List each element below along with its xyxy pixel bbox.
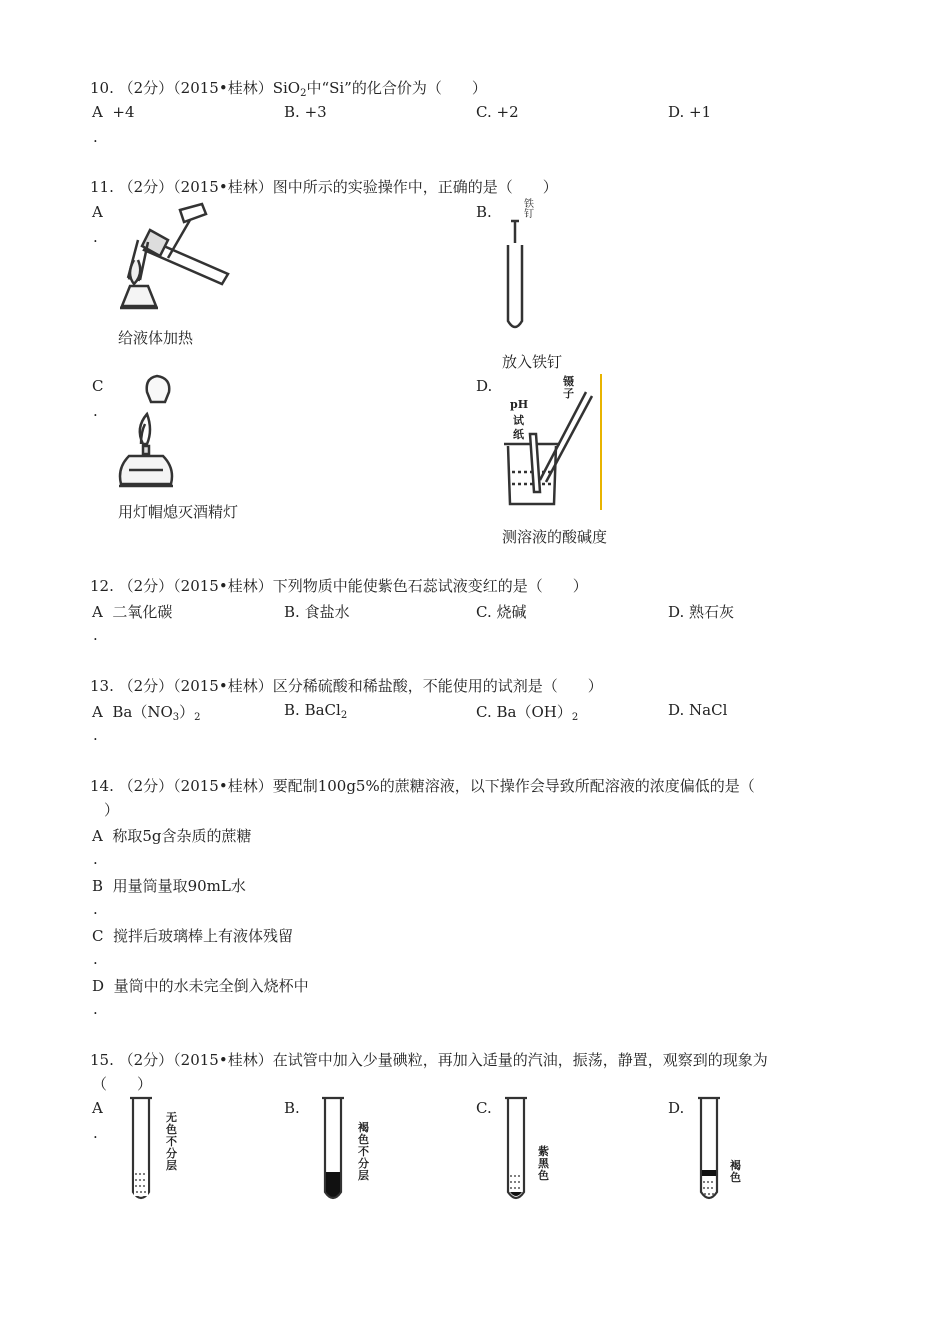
q15-option-a-tube-icon: [128, 1096, 158, 1206]
q15-option-d-label: [730, 1160, 742, 1184]
q12-stem: 12. （2分）（2015•桂林）下列物质中能使紫色石蕊试液变红的是（ ）: [90, 577, 588, 595]
label-char: 无: [166, 1111, 177, 1124]
label-char: 色: [538, 1169, 549, 1182]
q12-option-b[interactable]: B. 食盐水: [284, 603, 350, 621]
q15-option-a-label: [166, 1112, 178, 1172]
q11-stem: 11. （2分）（2015•桂林）图中所示的实验操作中，正确的是（ ）: [90, 178, 558, 196]
q11-option-a-letter[interactable]: A: [92, 203, 103, 221]
q12-option-c[interactable]: C. 烧碱: [476, 603, 527, 621]
label-char: 褐: [358, 1121, 369, 1134]
label-char: 黑: [538, 1157, 549, 1170]
label-char: 褐: [730, 1159, 741, 1172]
q10-option-d[interactable]: D. +1: [668, 103, 712, 121]
q14-option-b[interactable]: B 用量筒量取90mL水: [92, 877, 246, 895]
label-char: 色: [730, 1171, 741, 1184]
q13-option-b[interactable]: B. BaCl$_2$: [284, 701, 348, 721]
q14-option-a-dot: .: [93, 850, 98, 868]
q13-option-a-dot: .: [93, 726, 98, 744]
q15-option-c-tube-icon: [503, 1096, 533, 1206]
q10-option-a-dot: .: [93, 128, 98, 146]
q10-option-c[interactable]: C. +2: [476, 103, 519, 121]
q14-option-c[interactable]: C 搅拌后玻璃棒上有液体残留: [92, 927, 294, 945]
heating-liquid-icon: [110, 200, 240, 320]
q11-option-d-paper-label-2: 纸: [513, 428, 524, 441]
label-char: 不: [358, 1145, 369, 1158]
q13-option-c[interactable]: C. $Ba(OH)_2$: [476, 703, 579, 723]
q13-stem: 13. （2分）（2015•桂林）区分稀硫酸和稀盐酸，不能使用的试剂是（ ）: [90, 677, 603, 695]
q11-option-b-caption: 放入铁钉: [502, 353, 563, 371]
alcohol-lamp-icon: [115, 372, 205, 497]
q11-option-c-dot: .: [93, 402, 98, 420]
q15-option-b-letter[interactable]: B.: [284, 1099, 300, 1117]
q11-option-a-dot: .: [93, 228, 98, 246]
q12-option-a[interactable]: A 二氧化碳: [92, 603, 173, 621]
q13-option-a[interactable]: A $Ba(NO_3)_2$: [92, 703, 201, 723]
label-char: 分: [166, 1147, 177, 1160]
q15-option-d-letter[interactable]: D.: [668, 1099, 685, 1117]
q11-option-b-nail-label: 铁钉: [524, 199, 534, 220]
q11-option-d-paper-label-1: 试: [513, 414, 524, 427]
q11-option-d-letter[interactable]: D.: [476, 377, 493, 395]
q14-option-a[interactable]: A 称取5g含杂质的蔗糖: [92, 827, 252, 845]
q11-option-a-caption: 给液体加热: [118, 329, 194, 347]
q11-option-b-letter[interactable]: B.: [476, 203, 492, 221]
q11-option-d-ph-label: pH: [510, 398, 529, 411]
label-char: 层: [166, 1159, 177, 1172]
q15-option-a-letter[interactable]: A: [92, 1099, 103, 1117]
q14-stem-line-2: ）: [104, 801, 120, 819]
label-char: 色: [166, 1123, 177, 1136]
q14-option-d-dot: .: [93, 1000, 98, 1018]
label-char: 色: [358, 1133, 369, 1146]
q15-option-d-tube-icon: [696, 1096, 726, 1206]
q11-option-d-caption: 测溶液的酸碱度: [502, 528, 608, 546]
q11-option-c-letter[interactable]: C: [92, 377, 104, 395]
label-char: 层: [358, 1169, 369, 1182]
q15-option-c-letter[interactable]: C.: [476, 1099, 492, 1117]
label-char: 紫: [538, 1145, 549, 1158]
q10-stem: 10. （2分）（2015•桂林）SiO$_2$中“Si”的化合价为（ ）: [90, 79, 487, 99]
q10-option-a[interactable]: A +4: [92, 103, 135, 121]
q14-option-c-dot: .: [93, 950, 98, 968]
q11-option-c-caption: 用灯帽熄灭酒精灯: [118, 503, 239, 521]
q15-option-b-label: [358, 1122, 370, 1182]
ph-test-icon: [500, 372, 610, 512]
q13-option-d[interactable]: D. NaCl: [668, 701, 728, 719]
q15-stem-line-2: （ ）: [92, 1075, 153, 1093]
test-tube-nail-icon: [500, 215, 540, 335]
label-char: 不: [166, 1135, 177, 1148]
q14-option-b-dot: .: [93, 900, 98, 918]
q14-option-d[interactable]: D 量筒中的水未完全倒入烧杯中: [92, 977, 309, 995]
q12-option-d[interactable]: D. 熟石灰: [668, 603, 735, 621]
q15-option-b-tube-icon: [320, 1096, 350, 1206]
q15-option-a-dot: .: [93, 1124, 98, 1142]
q10-option-b[interactable]: B. +3: [284, 103, 327, 121]
q11-option-d-tweezer-label: 镊子: [563, 375, 574, 400]
q12-option-a-dot: .: [93, 626, 98, 644]
q14-stem-line-1: 14. （2分）（2015•桂林）要配制100g5%的蔗糖溶液，以下操作会导致所配溶液的浓度偏低的是（: [90, 777, 755, 795]
q15-stem-line-1: 15. （2分）（2015•桂林）在试管中加入少量碘粒，再加入适量的汽油，振荡，静置，观察到的现象为: [90, 1051, 768, 1069]
q15-option-c-label: [538, 1146, 550, 1182]
label-char: 分: [358, 1157, 369, 1170]
